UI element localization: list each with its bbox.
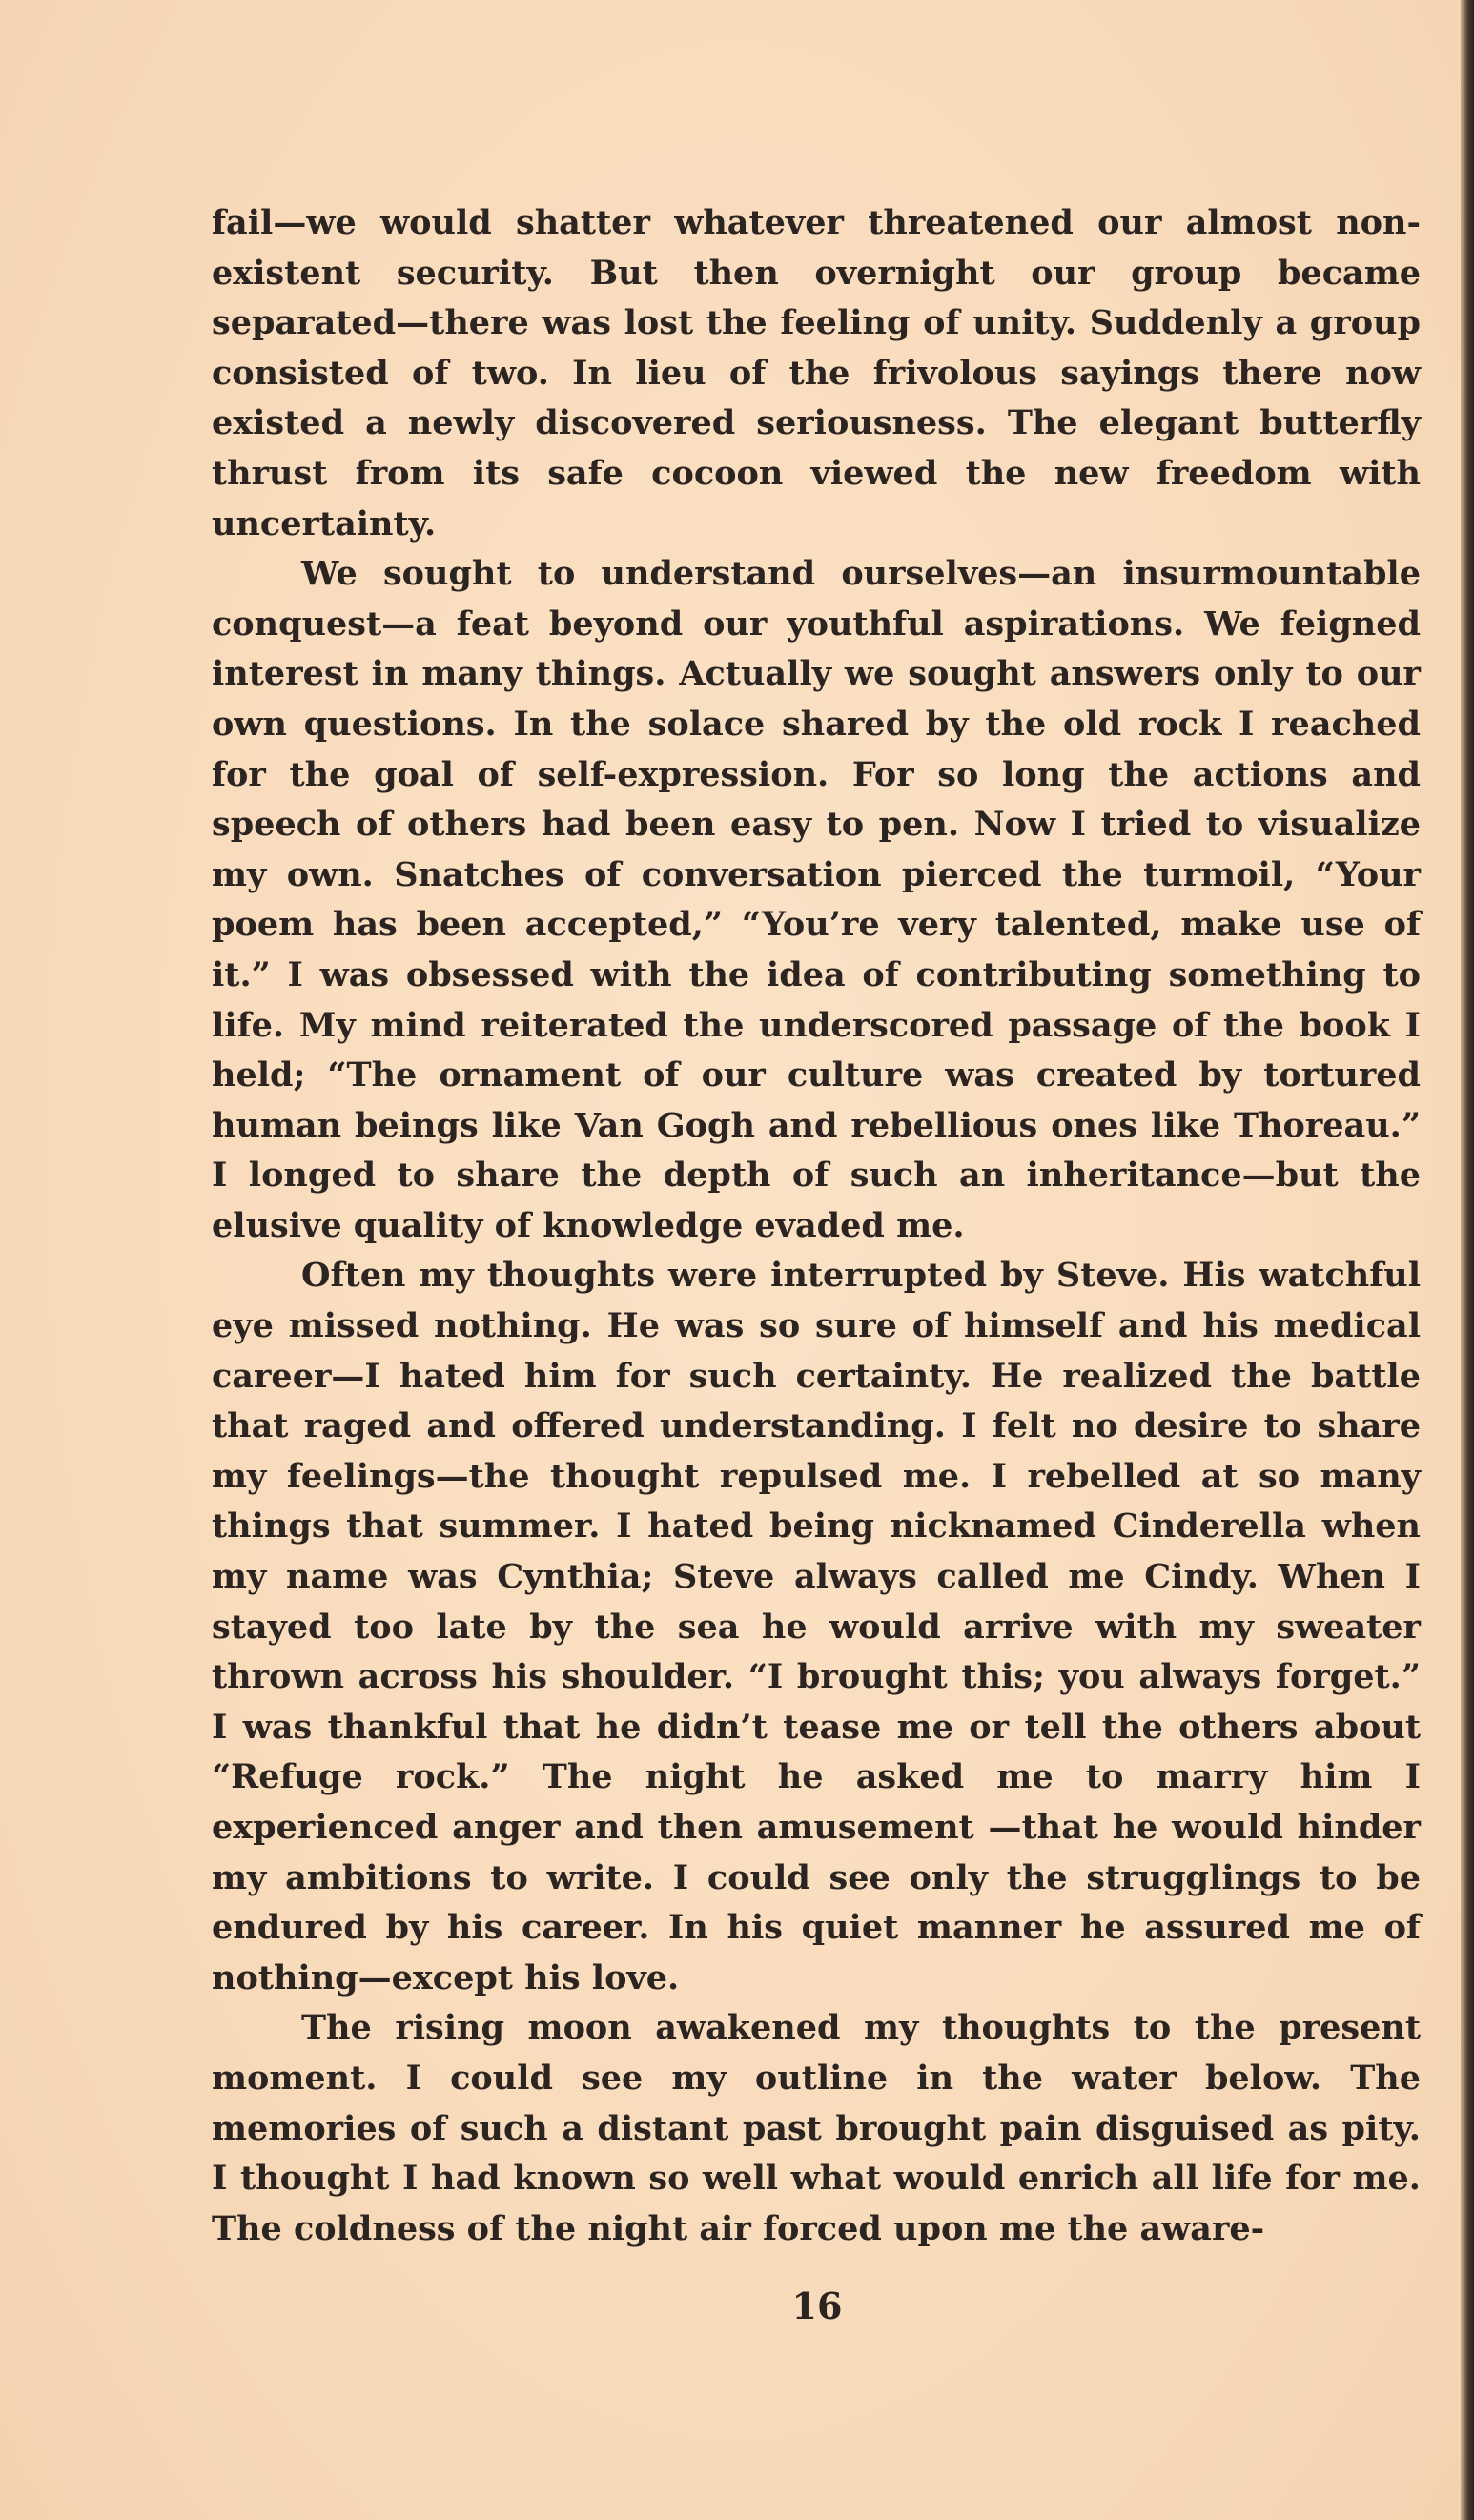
paragraph-4: The rising moon awakened my thoughts to the present moment. I could see my outline in the water below. The memories of such a distant past brought pain disguised as pity. I thought I had known so well what would enrich all life for me. The coldness of the night air forced upon me the aware- [212,2008,1421,2248]
page-binding-edge [1461,0,1474,2520]
paragraph-1: fail—we would shatter whatever threatened our almost non-existent security. But then overnight our group became separated—there was lost the feeling of unity. Suddenly a group consisted of two. In lieu of the frivolous sayings there now existed a newly discovered seriousness. The elegant butterfly thrust from its safe cocoon viewed the new freedom with uncertainty. [212,203,1421,543]
body-text [212,198,1421,2254]
page-number: 16 [791,2284,843,2327]
paragraph-3: Often my thoughts were interrupted by Steve. His watchful eye missed nothing. He was so sure of himself and his medical career—I hated him for such certainty. He realized the battle that raged and offered understanding. I felt no desire to share my feelings—the thought repulsed me. I rebelled at so many things that summer. I hated being nicknamed Cinderella when my name was Cynthia; Steve always called me Cindy. When I stayed too late by the sea he would arrive with my sweater thrown across his shoulder. “I brought this; you always forget.” I was thankful that he didn’t tease me or tell the others about “Refuge rock.” The night he asked me to marry him I experienced anger and then amusement —that he would hinder my ambitions to write. I could see only the strugglings to be endured by his career. In his quiet manner he assured me of nothing—except his love. [212,1256,1421,1998]
paragraph-2: We sought to understand ourselves—an insurmountable conquest—a feat beyond our youthful aspirations. We feigned interest in many things. Actually we sought answers only to our own questions. In the solace shared by the old rock I reached for the goal of self-expression. For so long the actions and speech of others had been easy to pen. Now I tried to visualize my own. Snatches of conversation pierced the turmoil, “Your poem has been accepted,” “You’re very talented, make use of it.” I was obsessed with the idea of contributing something to life. My mind reiterated the underscored passage of the book I held; “The ornament of our culture was created by tortured human beings like Van Gogh and rebellious ones like Thoreau.” I longed to share the depth of such an inheritance—but the elusive quality of knowledge evaded me. [212,554,1421,1245]
